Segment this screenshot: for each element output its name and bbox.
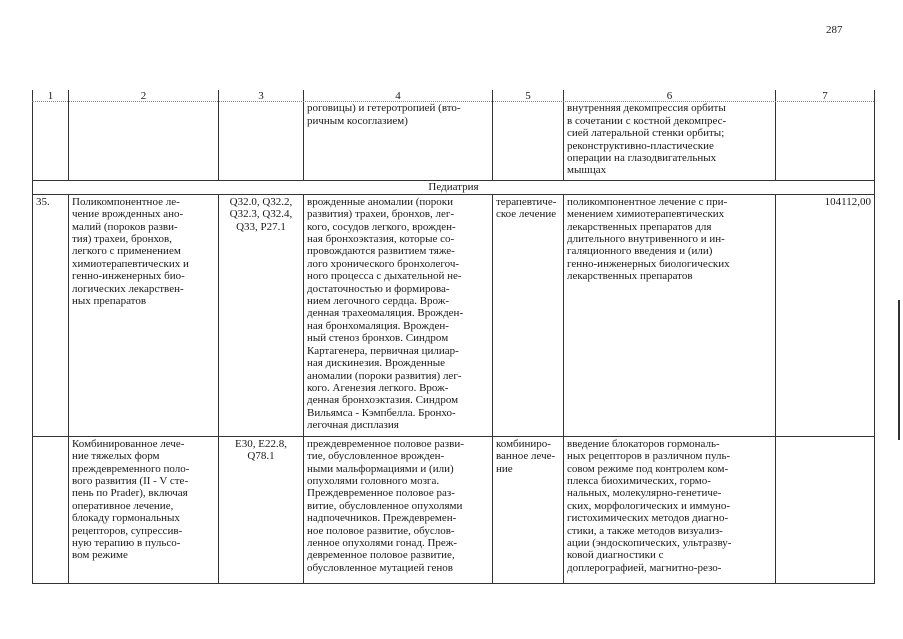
table-row (33, 194, 875, 436)
continuation-codes-cell (219, 102, 304, 181)
cost-value: 104112,00 (776, 194, 875, 436)
column-number-1: 1 (33, 90, 69, 102)
patient-model: преждевременное половое разви- тие, обусловленное врожден- ными мальформациями и (или) опухолями головного мозга. Преждевременное половое раз- витие, обусловленное опухолями надпочечников. Преждевремен- ное половое развитие, обуслов- ленное опухолями гонад. Преж- девременное половое развитие, обусловленное мутацией генов (304, 436, 493, 583)
column-number-7: 7 (776, 90, 875, 102)
care-type-name: Поликомпонентное ле- чение врожденных ано- малий (пороков разви- тия) трахеи, бронхов, легкого с применением химиотерапевтических и генно-инженерных био- логических лекарствен- ных препаратов (69, 194, 219, 436)
continuation-patient-model: роговицы) и гетеротропией (вто- ричным косоглазием) (304, 102, 493, 181)
header-divider (32, 101, 874, 102)
section-header-row (33, 181, 875, 194)
patient-model: врожденные аномалии (пороки развития) трахеи, бронхов, лег- кого, сосудов легкого, врожден- ная бронхоэктазия, которые со- провождаются развитием тяже- лого хронического бронхолегоч- ного процесса с дыхательной не- достаточностью и формирова- нием легочного сердца. Врож- денная трахеомаляция. Врожден- ная бронхомаляция. Врожден- ный стеноз бронхов. Синдром Картагенера, первичная цилиар- ная дискинезия. Врожденные аномалии (пороки развития) лег- кого. Агенезия легкого. Врож- денная бронхоэктазия. Синдром Вильямса - Кэмпбелла. Бронхо- легочная дисплазия (304, 194, 493, 436)
scan-edge-mark (898, 300, 900, 440)
icd-codes: E30, E22.8, Q78.1 (219, 436, 304, 583)
continuation-row (33, 102, 875, 181)
column-number-3: 3 (219, 90, 304, 102)
continuation-type-cell (493, 102, 564, 181)
row-number: 35. (33, 194, 69, 436)
column-number-6: 6 (564, 90, 776, 102)
cost-value (776, 436, 875, 583)
page-number: 287 (826, 24, 843, 36)
care-type-name: Комбинированное лече- ние тяжелых форм преждевременного поло- вого развития (II - V сте- пень по Prader), включая оперативное лечение, блокаду гормональных рецепторов, супрессив- ную терапию в пульсо- вом режиме (69, 436, 219, 583)
treatment-type: комбиниро- ванное лече- ние (493, 436, 564, 583)
treatment-type: терапевтиче- ское лечение (493, 194, 564, 436)
icd-codes: Q32.0, Q32.2, Q32.3, Q32.4, Q33, P27.1 (219, 194, 304, 436)
continuation-treatment-method: внутренняя декомпрессия орбиты в сочетании с костной декомпрес- сией латеральной стенки орбиты; реконструктивно-пластические операции на глазодвигательных мышцах (564, 102, 776, 181)
continuation-num-cell (33, 102, 69, 181)
column-number-5: 5 (493, 90, 564, 102)
treatment-method: поликомпонентное лечение с при- менением химиотерапевтических лекарственных препаратов для длительного внутривенного и ин- галяционного введения и (или) генно-инженерных биологических лекарственных препаратов (564, 194, 776, 436)
section-title: Педиатрия (33, 181, 875, 194)
table-row (33, 436, 875, 583)
row-number (33, 436, 69, 583)
continuation-cost-cell (776, 102, 875, 181)
column-number-4: 4 (304, 90, 493, 102)
treatment-method: введение блокаторов гормональ- ных рецепторов в различном пуль- совом режиме под контролем ком- плекса биохимических, гормо- нальных, молекулярно-генетиче- ских, морфологических и иммуно- гистохимических методов диагно- стики, а также методов визуализ- ации (эндоскопических, ультразву- ковой диагностики с доплерографией, магнитно-резо- (564, 436, 776, 583)
medical-care-table (32, 90, 875, 584)
column-number-2: 2 (69, 90, 219, 102)
continuation-name-cell (69, 102, 219, 181)
